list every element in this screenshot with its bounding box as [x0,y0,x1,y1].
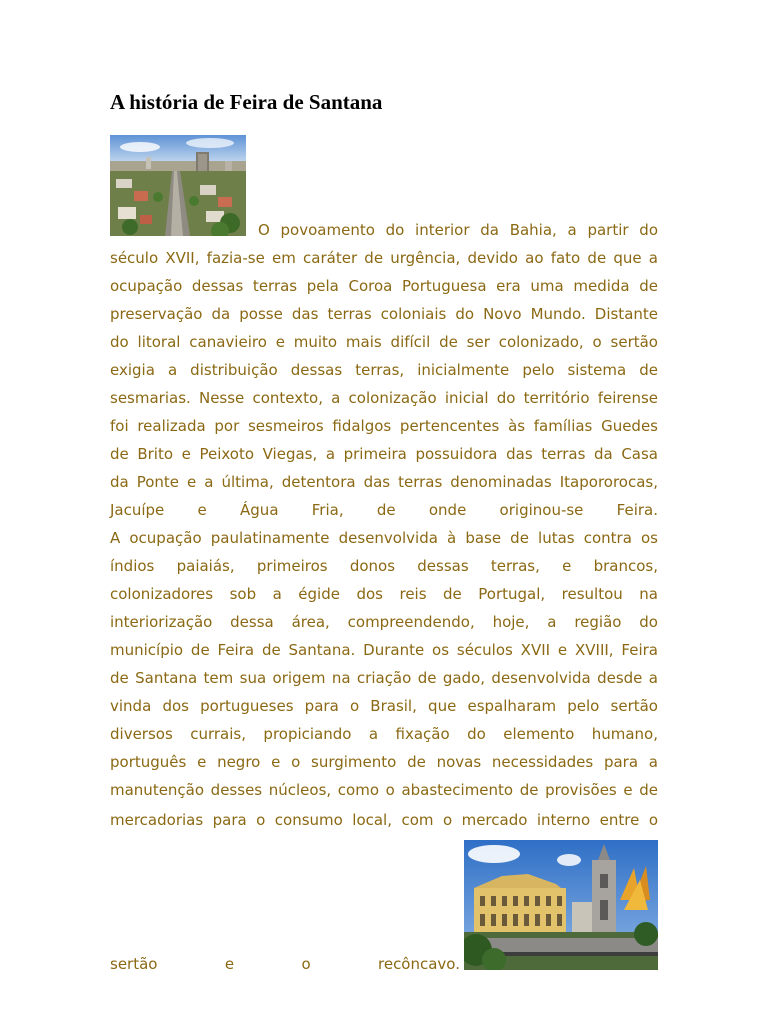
paragraph-line: município de Feira de Santana. Durante os séculos XVII e XVIII, Feira [110,641,658,659]
paragraph-line: foi realizada por sesmeiros fidalgos pertencentes às famílias Guedes [110,417,658,435]
paragraph-line: sertão e o recôncavo. [110,955,460,973]
paragraph-line: exigia a distribuição dessas terras, inicialmente pelo sistema de [110,361,658,379]
paragraph-line: índios paiaiás, primeiros donos dessas terras, e brancos, [110,557,658,575]
paragraph-line: preservação da posse das terras coloniais do Novo Mundo. Distante [110,305,658,323]
page-title: A história de Feira de Santana [110,90,383,114]
paragraph-line: mercadorias para o consumo local, com o mercado interno entre o [110,811,658,829]
paragraph-line: manutenção desses núcleos, como o abastecimento de provisões e de [110,781,658,799]
paragraph-line: de Santana tem sua origem na criação de gado, desenvolvida desde a [110,669,658,687]
paragraph-line: ocupação dessas terras pela Coroa Portuguesa era uma medida de [110,277,658,295]
paragraph-line: de Brito e Peixoto Viegas, a primeira possuidora das terras da Casa [110,445,658,463]
paragraph-line: sesmarias. Nesse contexto, a colonização inicial do território feirense [110,389,658,407]
paragraph-line: Jacuípe e Água Fria, de onde originou-se Feira. [110,501,658,519]
paragraph-line: português e negro e o surgimento de novas necessidades para a [110,753,658,771]
city-aerial-photo [110,135,246,236]
paragraph-line: A ocupação paulatinamente desenvolvida à base de lutas contra os [110,529,658,547]
paragraph-line: vinda dos portugueses para o Brasil, que espalharam pelo sertão [110,697,658,715]
paragraph-line: da Ponte e a última, detentora das terras denominadas Itapororocas, [110,473,658,491]
cathedral-square-photo [464,840,658,970]
paragraph-line: do litoral canavieiro e muito mais difícil de ser colonizado, o sertão [110,333,658,351]
paragraph-line: diversos currais, propiciando a fixação do elemento humano, [110,725,658,743]
paragraph-line: colonizadores sob a égide dos reis de Portugal, resultou na [110,585,658,603]
paragraph-line: século XVII, fazia-se em caráter de urgência, devido ao fato de que a [110,249,658,267]
paragraph-line: O povoamento do interior da Bahia, a partir do [258,221,658,239]
paragraph-line: interiorização dessa área, compreendendo, hoje, a região do [110,613,658,631]
